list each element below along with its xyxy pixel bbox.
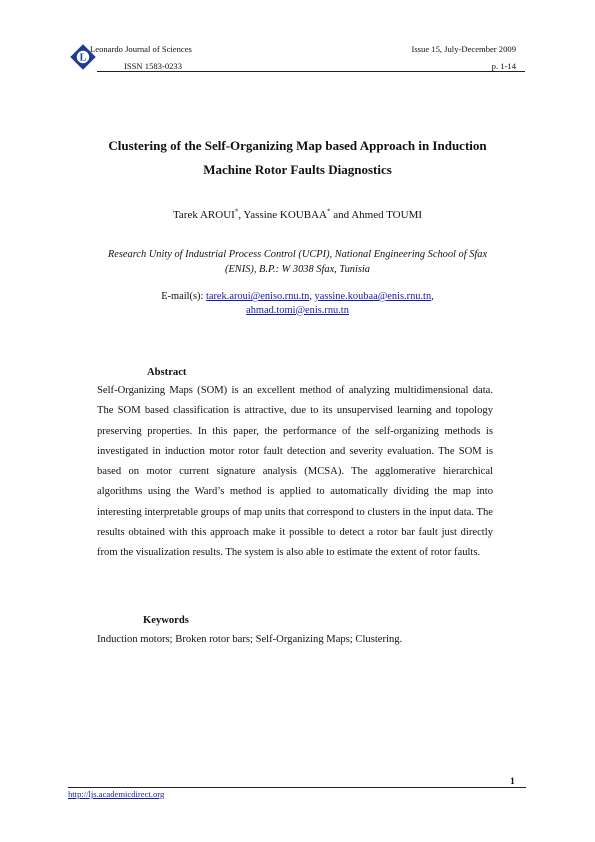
title-line-2: Machine Rotor Faults Diagnostics [203,162,392,177]
footer-divider [68,787,526,788]
email-label: E-mail(s): [161,291,206,302]
affiliation [68,247,527,277]
keywords-body: Induction motors; Broken rotor bars; Self-Organizing Maps; Clustering. [97,634,403,645]
author-name: and Ahmed TOUMI [330,209,423,221]
authors [60,208,535,222]
affiliation-line-1: Research Unity of Industrial Process Control (UCPI), National Engineering School of Sfax [107,249,488,260]
abstract-heading: Abstract [147,367,187,378]
author-name: , Yassine KOUBAA [238,209,327,221]
title-line-1: Clustering of the Self-Organizing Map based Approach in Induction [108,138,487,153]
keywords-heading: Keywords [143,615,189,626]
email-separator: , [431,291,434,302]
abstract-body: Self-Organizing Maps (SOM) is an excellent method of analyzing multidimensional data. The SOM based classification is attractive, due to its unsupervised learning and topology preserving properties. In this paper, the performance of the self-organizing methods is investigated in induction motor rotor fault detection and severity evaluation. The SOM is based on motor current signature analysis (MCSA). The agglomerative hierarchical algorithms using the Ward’s method is applied to automatically dividing the map into interesting interpretable groups of map units that correspond to clusters in the input data. The results obtained with this approach make it possible to detect a rotor bar fault just directly from the visualization results. The system is also able to estimate the extent of rotor faults. [97,385,493,559]
email-link-aroui[interactable]: tarek.aroui@eniso.rnu.tn [205,291,310,302]
header-divider [97,71,525,72]
affiliation-line-2: (ENIS), B.P.: W 3038 Sfax, Tunisia [225,264,370,275]
email-link-tomi[interactable]: ahmad.tomi@enis.rnu.tn [246,304,349,316]
page-range: p. 1-14 [491,61,516,71]
issn: ISSN 1583-0233 [124,61,183,71]
journal-url-link[interactable]: http://ljs.academicdirect.org [68,789,165,799]
journal-name: Leonardo Journal of Sciences [90,44,192,54]
affiliation-mark: * [326,207,331,216]
email-link-koubaa[interactable]: yassine.koubaa@enis.rnu.tn [314,291,432,302]
logo-letter: L [79,52,87,64]
email-block [60,290,535,317]
author-name: Tarek AROUI [172,209,235,221]
issue-info: Issue 15, July-December 2009 [411,44,516,54]
email-separator: , [309,291,315,302]
page-number: 1 [510,776,515,787]
affiliation-mark: * [234,207,239,216]
paper-title [60,134,535,182]
